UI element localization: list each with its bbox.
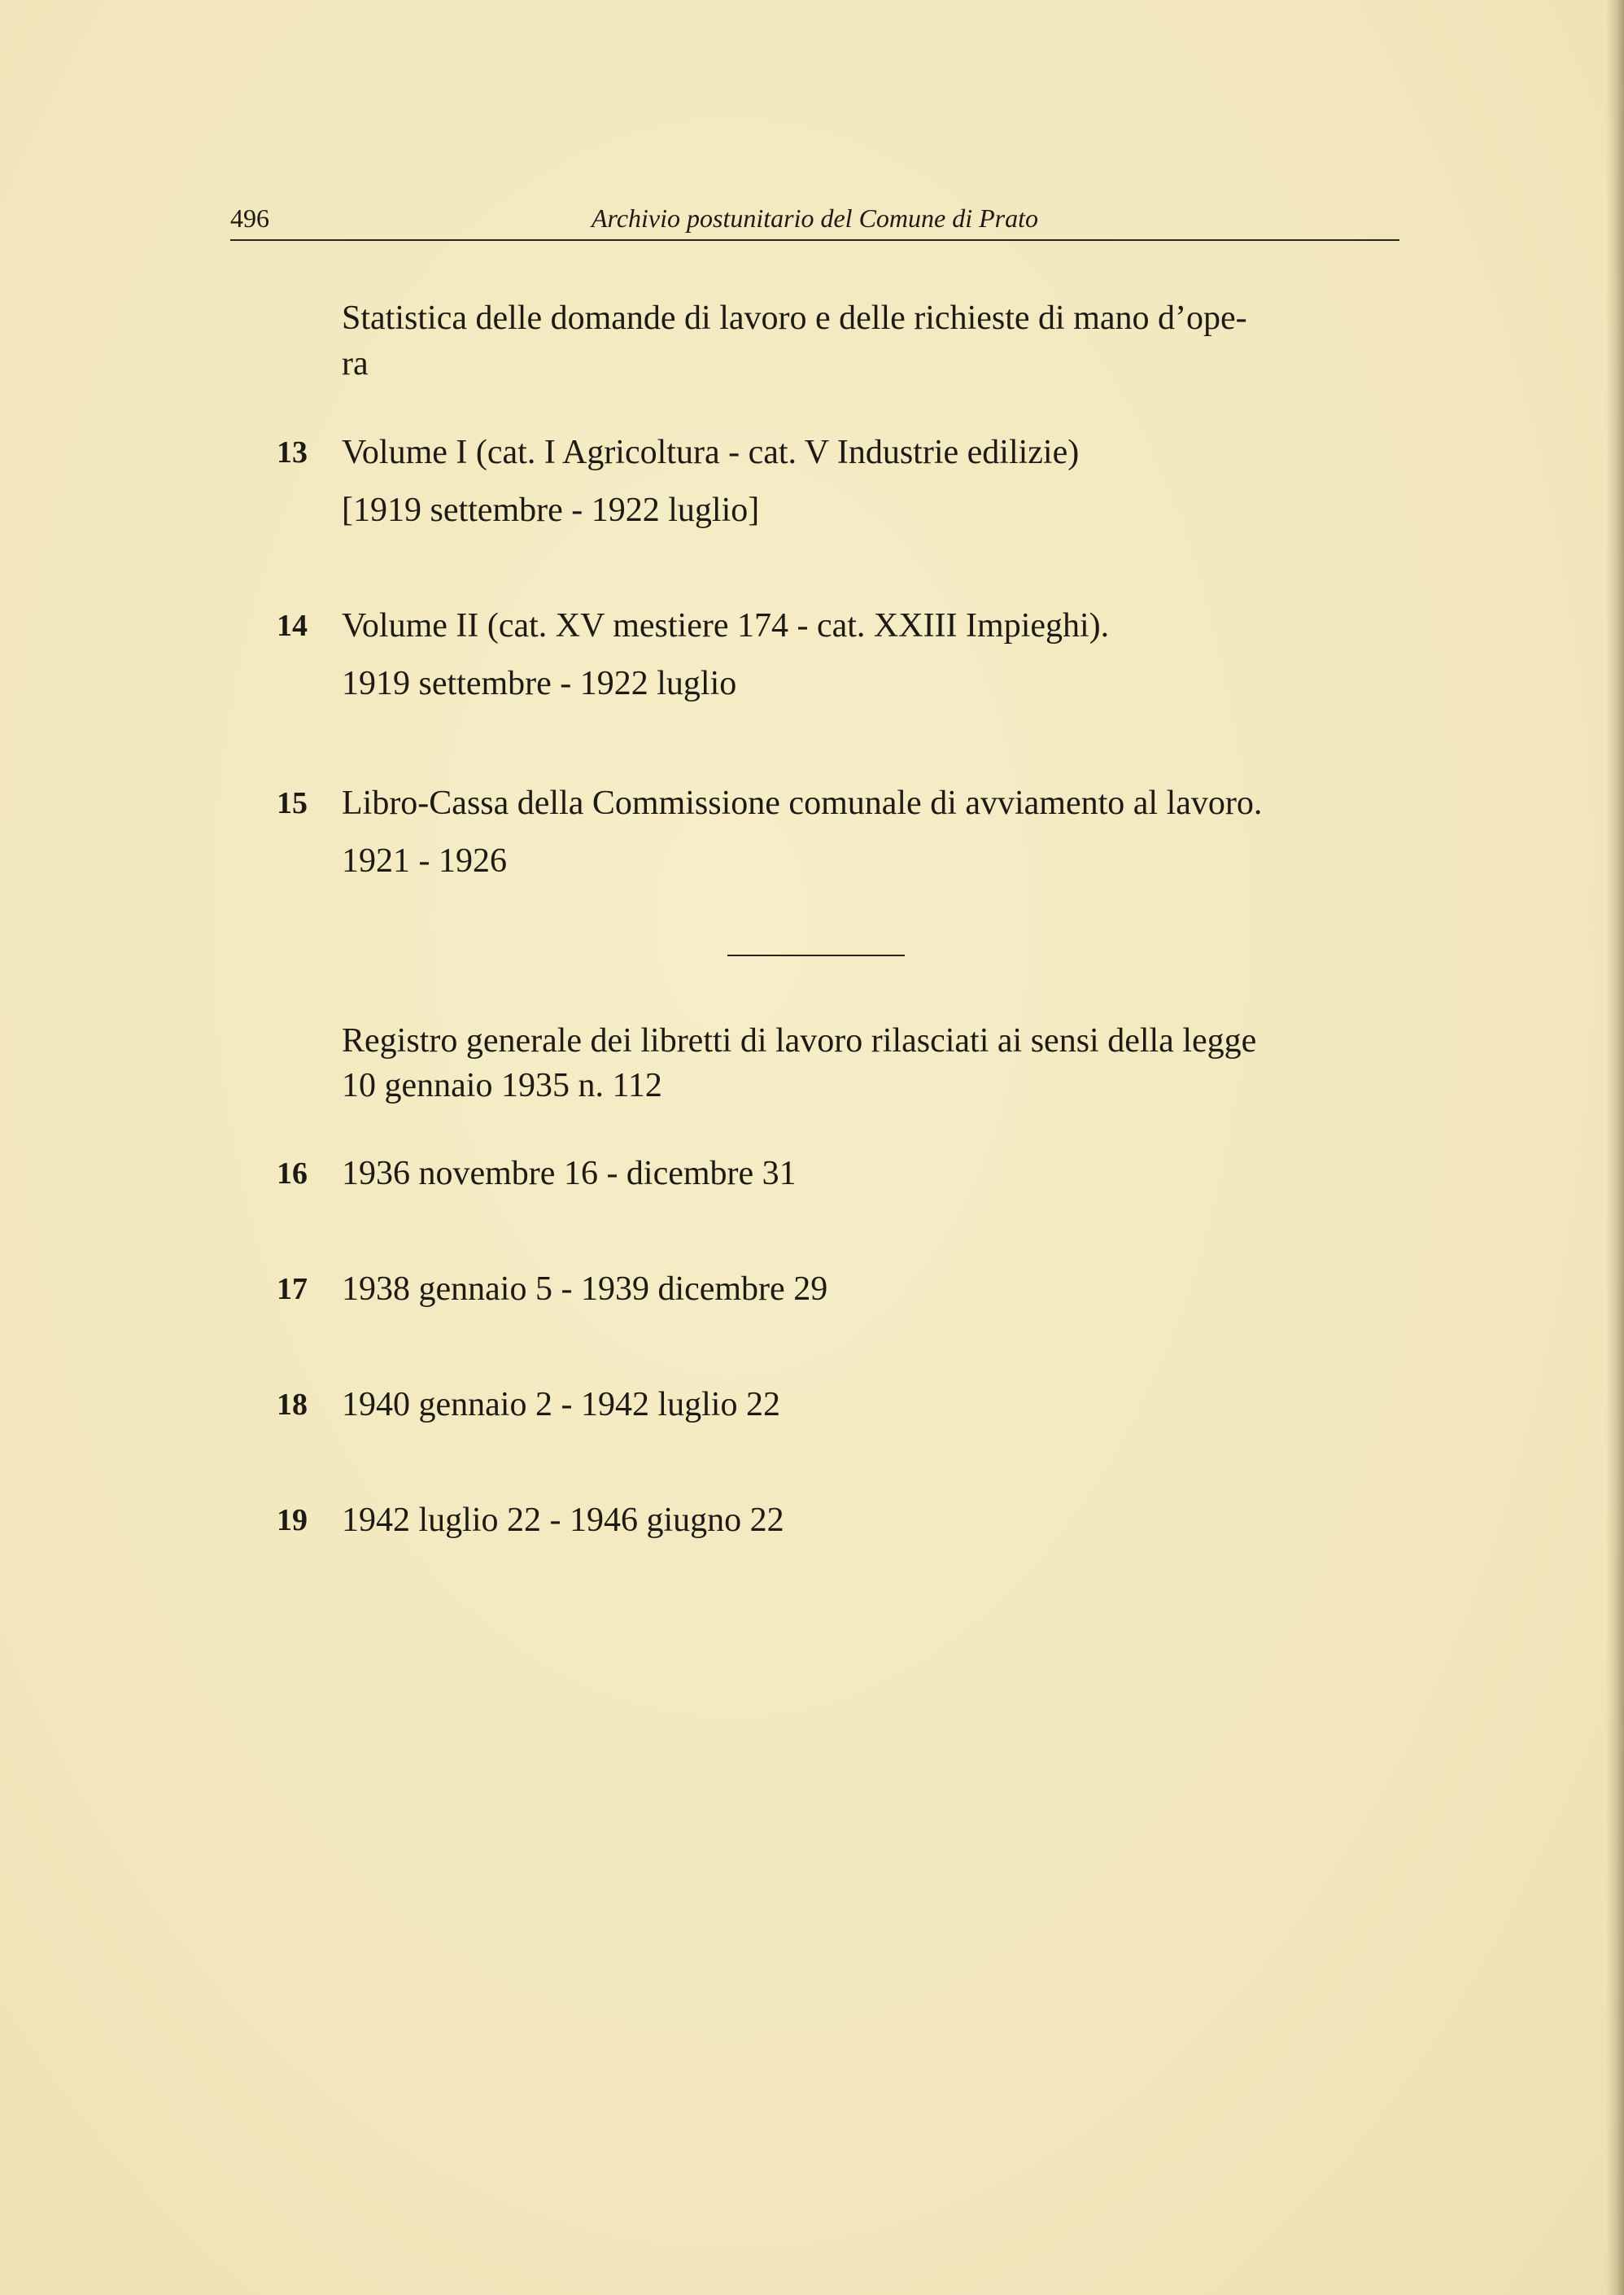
entry-date: 1921 - 1926 (342, 842, 507, 880)
entry-date: 1936 novembre 16 - dicembre 31 (342, 1155, 797, 1192)
entry-description: Libro-Cassa della Commissione comunale di avviamento al lavoro. (342, 785, 1263, 822)
entry-number: 15 (277, 786, 308, 820)
section-title-statistica-line2: ra (342, 345, 369, 382)
entry-date: 1940 gennaio 2 - 1942 luglio 22 (342, 1386, 780, 1423)
section-separator (727, 955, 905, 956)
page-edge-shadow (1606, 0, 1624, 2295)
entry-description: Volume II (cat. XV mestiere 174 - cat. XXIII Impieghi). (342, 607, 1110, 645)
entry-date: 1938 gennaio 5 - 1939 dicembre 29 (342, 1270, 828, 1308)
page-header (230, 200, 1399, 241)
running-title: Archivio postunitario del Comune di Prato (592, 203, 1038, 233)
entry-date: [1919 settembre - 1922 luglio] (342, 492, 760, 529)
entry-number: 14 (277, 609, 308, 643)
entry-number: 16 (277, 1156, 308, 1191)
section-title-registro-line2: 10 gennaio 1935 n. 112 (342, 1067, 662, 1104)
entry-number: 17 (277, 1272, 308, 1306)
entry-number: 18 (277, 1388, 308, 1422)
section-title-registro-line1: Registro generale dei libretti di lavoro rilasciati ai sensi della legge (342, 1022, 1257, 1060)
entry-number: 19 (277, 1503, 308, 1537)
entry-date: 1942 luglio 22 - 1946 giugno 22 (342, 1502, 784, 1539)
entry-number: 13 (277, 435, 308, 470)
entry-description: Volume I (cat. I Agricoltura - cat. V Industrie edilizie) (342, 434, 1080, 471)
entry-date: 1919 settembre - 1922 luglio (342, 665, 737, 702)
section-title-statistica-line1: Statistica delle domande di lavoro e delle richieste di mano d’ope- (342, 299, 1247, 337)
page-number: 496 (230, 203, 269, 233)
